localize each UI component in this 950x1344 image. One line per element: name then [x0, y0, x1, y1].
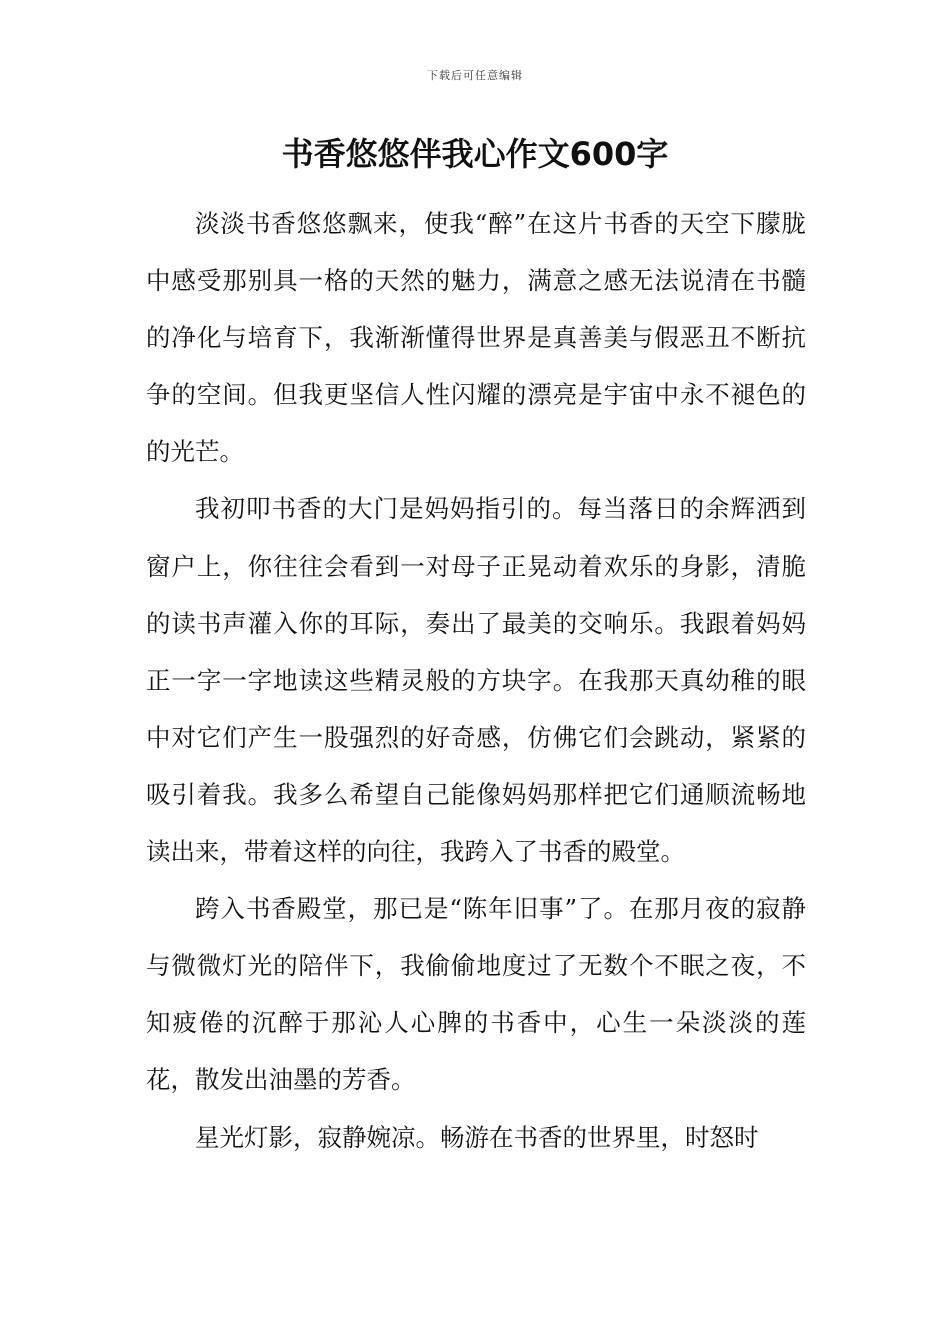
paragraph: 跨入书香殿堂，那已是“陈年旧事”了。在那月夜的寂静与微微灯光的陪伴下，我偷偷地度过了无数个不眠之夜，不知疲倦的沉醉于那沁人心脾的书香中，心生一朵淡淡的莲花，散发出油墨的芳香。 [146, 894, 806, 1095]
paragraph: 星光灯影，寂静婉凉。畅游在书香的世界里，时怒时 [195, 1122, 759, 1152]
paragraph: 淡淡书香悠悠飘来，使我“醉”在这片书香的天空下朦胧中感受那别具一格的天然的魅力，满意之感无法说清在书髓的净化与培育下，我渐渐懂得世界是真善美与假恶丑不断抗争的空间。但我更坚信人性闪耀的漂亮是宇宙中永不褪色的的光芒。 [146, 209, 806, 467]
header-note: 下载后可任意编辑 [427, 69, 523, 82]
document-body [146, 195, 806, 1166]
document-title: 书香悠悠伴我心作文600字 [281, 135, 669, 173]
paragraph: 我初叩书香的大门是妈妈指引的。每当落日的余辉洒到窗户上，你往往会看到一对母子正晃动着欢乐的身影，清脆的读书声灌入你的耳际，奏出了最美的交响乐。我跟着妈妈正一字一字地读这些精灵般的方块字。在我那天真幼稚的眼中对它们产生一股强烈的好奇感，仿佛它们会跳动，紧紧的吸引着我。我多么希望自己能像妈妈那样把它们通顺流畅地读出来，带着这样的向往，我跨入了书香的殿堂。 [146, 494, 806, 867]
